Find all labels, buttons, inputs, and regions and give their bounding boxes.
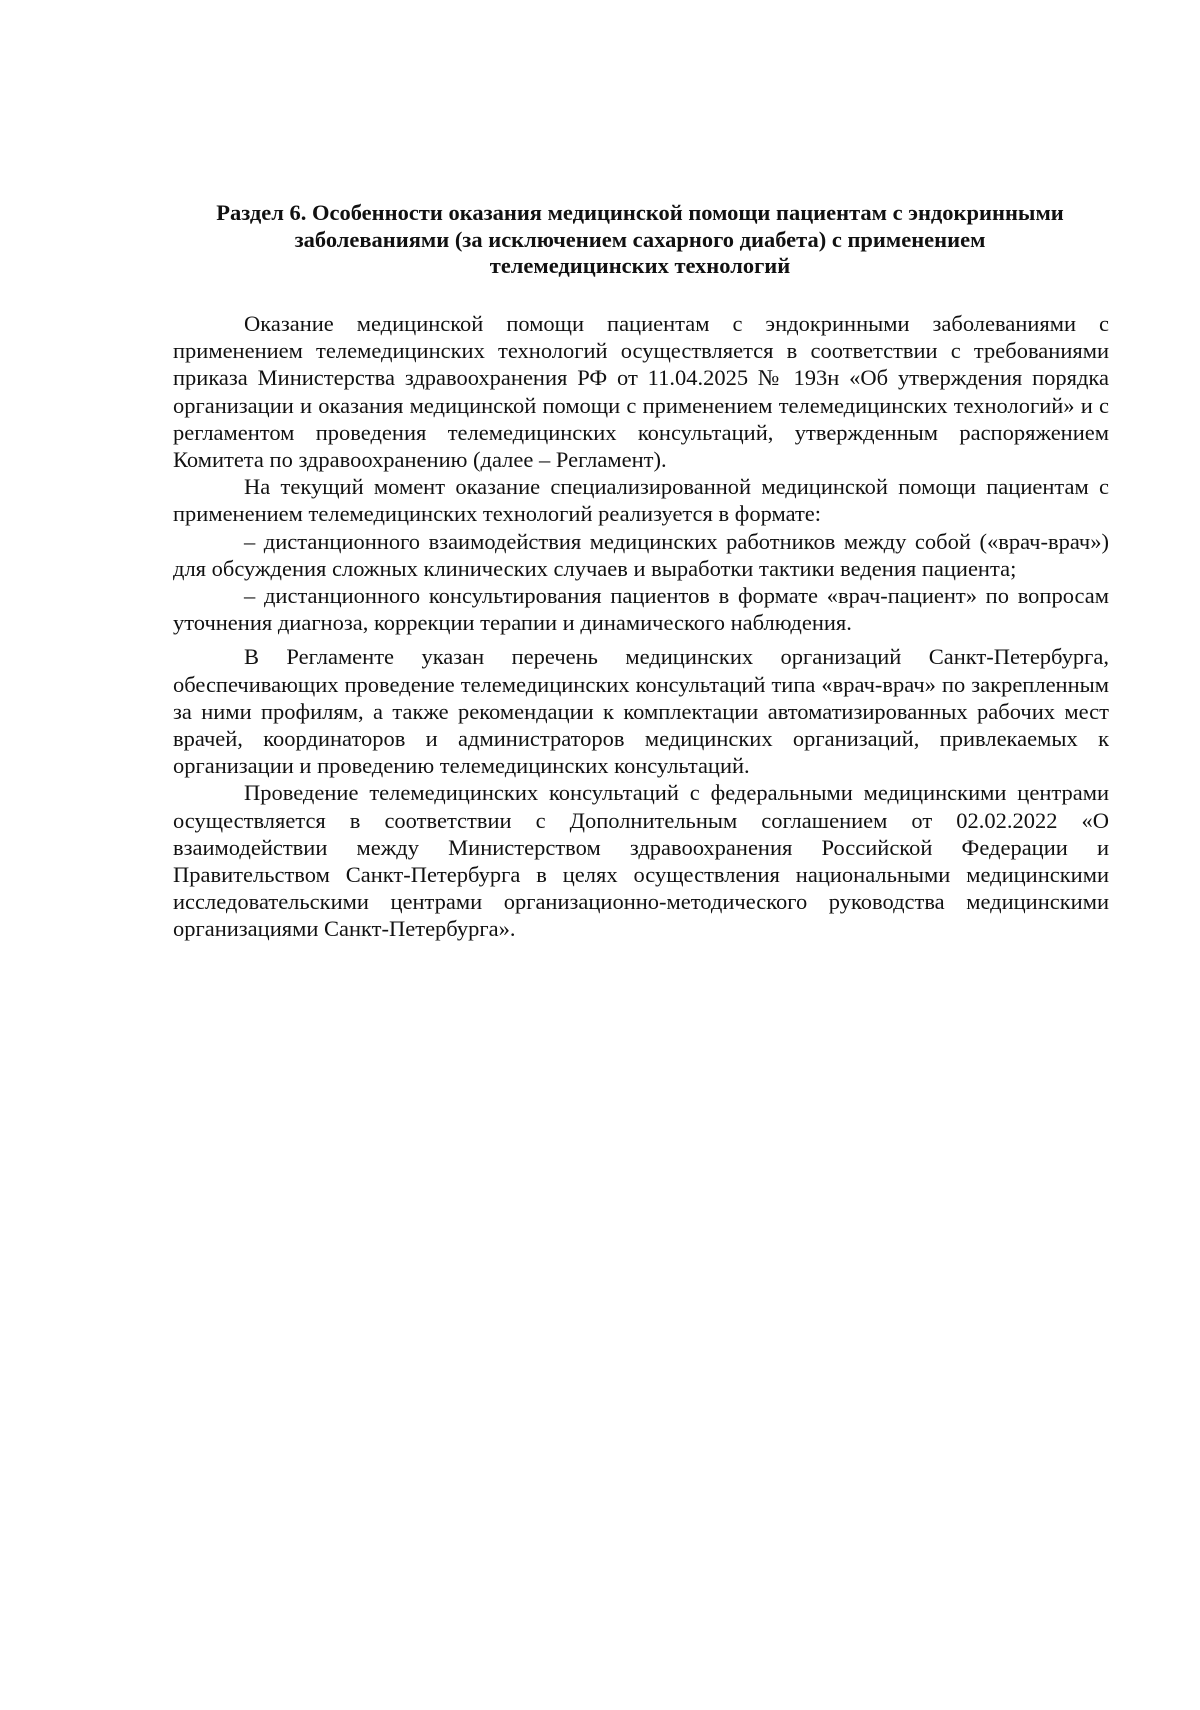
list-item-doctor-patient: – дистанционного консультирования пациентов в формате «врач-пациент» по вопросам уточнения диагноза, коррекции терапии и динамического наблюдения. <box>173 583 1109 636</box>
list-item-doctor-doctor: – дистанционного взаимодействия медицинских работников между собой («врач-врач») для обсуждения сложных клинических случаев и выработки тактики ведения пациента; <box>173 528 1109 581</box>
heading-line-1: Раздел 6. Особенности оказания медицинской помощи пациентам с эндокринными <box>216 200 1064 225</box>
paragraph-current-format: На текущий момент оказание специализированной медицинской помощи пациентам с применением телемедицинских технологий реализуется в формате: <box>173 474 1109 527</box>
paragraph-federal-centers: Проведение телемедицинских консультаций с федеральными медицинскими центрами осуществляется в соответствии с Дополнительным соглашением от 02.02.2022 «О взаимодействии между Министерством здравоохранения Российской Федерации и Правительством Санкт-Петербурга в целях осуществления национальными медицинскими исследовательскими центрами организационно-методического руководства медицинскими организациями Санкт-Петербурга». <box>173 780 1109 942</box>
document-body <box>173 310 1109 943</box>
paragraph-regulation: В Регламенте указан перечень медицинских организаций Санкт-Петербурга, обеспечивающих проведение телемедицинских консультаций типа «врач-врач» по закрепленным за ними профилям, а также рекомендации к комплектации автоматизированных рабочих мест врачей, координаторов и администраторов медицинских организаций, привлекаемых к организации и проведению телемедицинских консультаций. <box>173 644 1109 779</box>
paragraph-intro: Оказание медицинской помощи пациентам с эндокринными заболеваниями с применением телемедицинских технологий осуществляется в соответствии с требованиями приказа Министерства здравоохранения РФ от 11.04.2025 № 193н «Об утверждения порядка организации и оказания медицинской помощи с применением телемедицинских технологий» и с регламентом проведения телемедицинских консультаций, утвержденным распоряжением Комитета по здравоохранению (далее – Регламент). <box>173 311 1109 473</box>
heading-line-3: телемедицинских технологий <box>489 253 791 278</box>
section-heading <box>170 200 1110 280</box>
heading-line-2: заболеваниями (за исключением сахарного диабета) с применением <box>294 226 986 252</box>
